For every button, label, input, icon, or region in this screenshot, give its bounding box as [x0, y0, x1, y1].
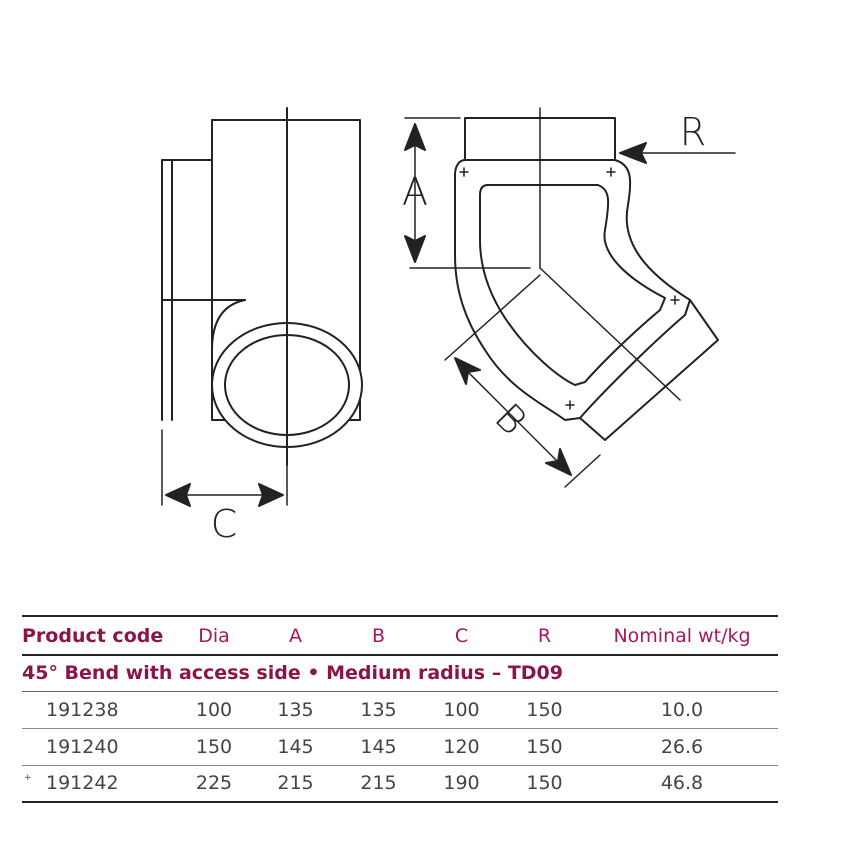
header-a: A [289, 624, 302, 647]
side-elevation-view [162, 108, 362, 506]
cell-weight: 10.0 [660, 698, 704, 721]
product-spec-table [22, 615, 778, 803]
cell-a: 145 [277, 735, 314, 758]
product-code-value: 191242 [46, 772, 119, 795]
product-code-value: 191238 [46, 698, 119, 721]
cell-c: 100 [443, 698, 480, 721]
cell-c: 120 [443, 735, 480, 758]
cell-c: 190 [443, 772, 480, 795]
section-row [22, 655, 778, 691]
header-r: R [537, 624, 552, 647]
dimension-label-c: C [210, 502, 238, 546]
header-product-code: Product code [22, 624, 164, 647]
cell-r: 150 [526, 698, 563, 721]
cell-b: 145 [360, 735, 397, 758]
cell-a: 135 [277, 698, 314, 721]
dimension-label-a: A [402, 170, 428, 214]
cell-dia: 225 [195, 772, 233, 795]
cell-weight: 46.8 [660, 772, 704, 795]
table-row [22, 765, 778, 802]
section-title: 45° Bend with access side • Medium radius – TD09 [22, 662, 563, 685]
cell-r: 150 [526, 735, 563, 758]
cell-product-code [22, 765, 174, 802]
header-b: B [371, 624, 386, 647]
cell-a: 215 [277, 772, 314, 795]
header-nominal-weight: Nominal wt/kg [613, 624, 751, 647]
cell-product-code [22, 728, 174, 765]
dimension-label-b: B [486, 394, 536, 444]
table-header-row [22, 616, 778, 655]
cell-product-code [22, 691, 174, 728]
table-row [22, 728, 778, 765]
cell-dia: 100 [195, 698, 233, 721]
cell-weight: 26.6 [660, 735, 704, 758]
cell-b: 215 [360, 772, 397, 795]
header-dia: Dia [198, 624, 230, 647]
header-c: C [454, 624, 469, 647]
dimension-label-r: R [679, 110, 707, 154]
bend-plan-view [405, 108, 735, 487]
cell-r: 150 [526, 772, 563, 795]
table-row [22, 691, 778, 728]
product-code-value: 191240 [46, 735, 119, 758]
cell-b: 135 [360, 698, 397, 721]
row-marker: + [24, 772, 32, 783]
cell-dia: 150 [195, 735, 233, 758]
